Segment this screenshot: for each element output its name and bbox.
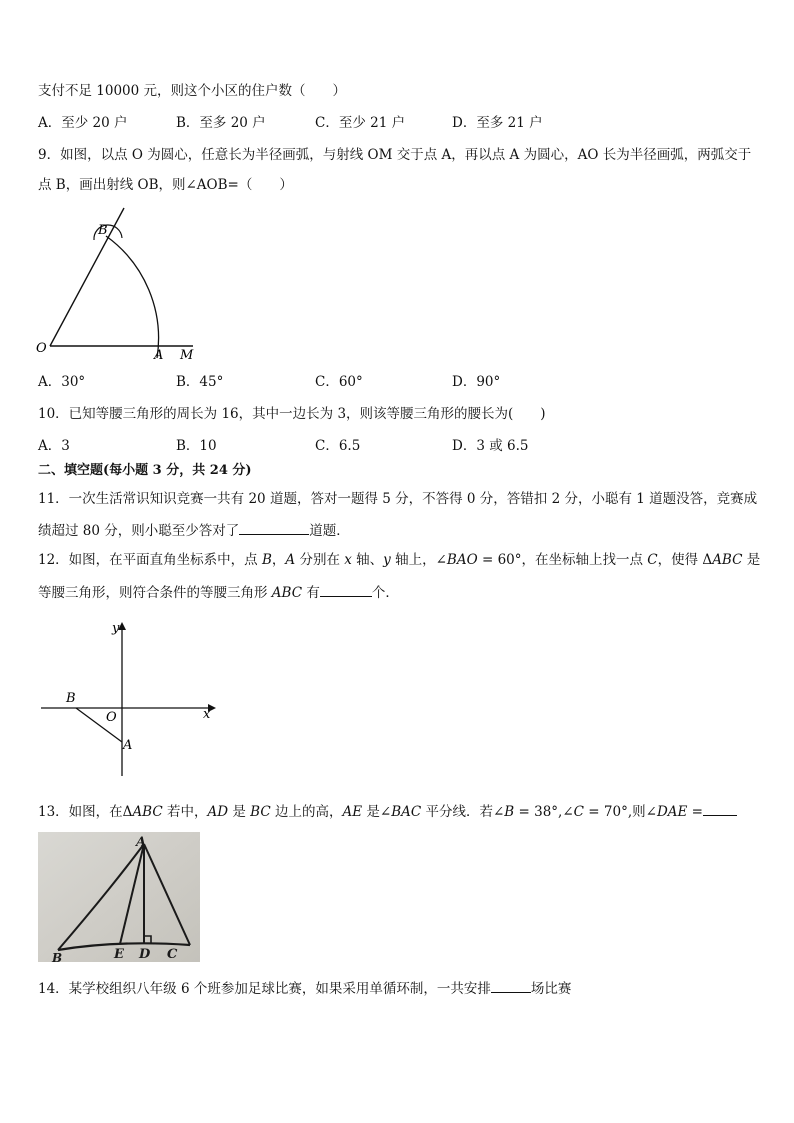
- q13-text: = 70°,则∠: [584, 804, 657, 820]
- label-y: y: [112, 621, 120, 636]
- q13-text: =: [687, 804, 703, 820]
- q11-stem-line1: 11．一次生活常识知识竞赛一共有 20 道题，答对一题得 5 分，不答得 0 分，答错扣 2 分，小聪有 1 道题没答，竞赛成: [38, 491, 758, 507]
- q13-text: = 38°,∠: [514, 804, 574, 820]
- q12-text: ，: [271, 552, 286, 568]
- q12-stem-line1: [38, 551, 760, 569]
- q12-stem-line2: [38, 582, 399, 602]
- q12-math-abc: ABC: [271, 585, 303, 601]
- q13-text: 13．如图，在Δ: [38, 804, 133, 820]
- q12-text: 分别在: [295, 552, 345, 568]
- q12-text: = 60°，在坐标轴上找一点: [477, 552, 648, 568]
- q13-math: DAE: [656, 804, 688, 820]
- q12-text: 12．如图，在平面直角坐标系中，点: [38, 552, 262, 568]
- q11-line2-post: 道题．: [309, 523, 350, 539]
- q12-math-x: x: [344, 552, 352, 568]
- q12-figure: [36, 618, 221, 780]
- q9-option-d: D．90°: [452, 374, 501, 390]
- q11-answer-blank[interactable]: [239, 520, 309, 535]
- photo-background: [38, 832, 200, 962]
- label-b: B: [52, 951, 63, 962]
- q12-text: ，使得 Δ: [657, 552, 713, 568]
- label-b: B: [98, 223, 108, 238]
- q13-text: 平分线．若∠: [421, 804, 505, 820]
- q12-math-bao: BAO: [446, 552, 478, 568]
- label-m: M: [180, 348, 194, 363]
- q12-text: 轴上，∠: [390, 552, 447, 568]
- q8-stem-tail: 支付不足 10000 元，则这个小区的住户数（ ）: [38, 83, 347, 99]
- q12-math-abc: ABC: [712, 552, 743, 568]
- q8-option-d: D．至多 21 户: [452, 115, 543, 131]
- q13-math: C: [573, 804, 584, 820]
- q13-math: ABC: [132, 804, 163, 820]
- q14-text: 14．某学校组织八年级 6 个班参加足球比赛，如果采用单循环制，一共安排: [38, 981, 491, 997]
- q12-text: 有: [302, 585, 320, 601]
- q9-option-b: B．45°: [176, 374, 224, 390]
- q10-option-d: D．3 或 6.5: [452, 438, 529, 454]
- q12-text: 是: [742, 552, 761, 568]
- q12-math-b: B: [261, 552, 272, 568]
- label-c: C: [167, 947, 178, 962]
- q11-line2-pre: 绩超过 80 分，则小聪至少答对了: [38, 523, 240, 539]
- ray-ob: [50, 208, 124, 346]
- label-x: x: [203, 707, 211, 722]
- q13-text: 边上的高，: [270, 804, 343, 820]
- q12-math-y: y: [383, 552, 391, 568]
- q13-stem: [38, 801, 737, 821]
- q12-math-a: A: [285, 552, 296, 568]
- arc-centered-a: [106, 236, 159, 358]
- label-o: O: [36, 341, 47, 356]
- q8-option-a: A．至少 20 户: [38, 115, 128, 131]
- q13-answer-blank[interactable]: [703, 801, 737, 816]
- q8-option-c: C．至少 21 户: [315, 115, 406, 131]
- q13-math: B: [504, 804, 515, 820]
- q9-stem-line2: 点 B，画出射线 OB，则∠AOB=（ ）: [38, 177, 293, 193]
- q14-stem: [38, 978, 571, 998]
- q14-text: 场比赛: [530, 981, 572, 997]
- q12-answer-blank[interactable]: [320, 582, 372, 597]
- label-o: O: [106, 710, 117, 725]
- q10-stem: 10．已知等腰三角形的周长为 16，其中一边长为 3，则该等腰三角形的腰长为( ): [38, 406, 546, 422]
- q9-option-c: C．60°: [315, 374, 363, 390]
- q13-text: 是∠: [362, 804, 392, 820]
- label-a: A: [123, 738, 133, 753]
- q10-option-a: A．3: [38, 438, 70, 454]
- q13-math: BAC: [391, 804, 422, 820]
- label-a: A: [154, 348, 164, 363]
- q12-text: 个．: [371, 585, 399, 601]
- q10-option-c: C．6.5: [315, 438, 361, 454]
- q13-math: AE: [342, 804, 363, 820]
- q14-answer-blank[interactable]: [491, 978, 531, 993]
- q13-text: 若中，: [162, 804, 208, 820]
- label-b: B: [66, 691, 76, 706]
- q9-figure: [30, 200, 210, 365]
- label-e: E: [114, 947, 124, 962]
- label-a: A: [136, 835, 147, 850]
- section-heading-fill-in: 二、填空题(每小题 3 分，共 24 分): [38, 463, 252, 478]
- q13-text: 是: [228, 804, 251, 820]
- q13-photo-figure: [38, 832, 200, 962]
- q13-math: AD: [207, 804, 229, 820]
- q9-stem-line1: 9．如图，以点 O 为圆心，任意长为半径画弧，与射线 OM 交于点 A，再以点 A 为圆心，AO 长为半径画弧，两弧交于: [38, 147, 752, 163]
- q13-math: BC: [250, 804, 271, 820]
- q9-option-a: A．30°: [38, 374, 86, 390]
- q12-math-c: C: [647, 552, 658, 568]
- q8-option-b: B．至多 20 户: [176, 115, 266, 131]
- label-d: D: [139, 947, 151, 962]
- q10-option-b: B．10: [176, 438, 217, 454]
- q12-text: 等腰三角形，则符合条件的等腰三角形: [38, 585, 272, 601]
- q12-text: 轴、: [351, 552, 384, 568]
- q11-stem-line2: [38, 520, 350, 540]
